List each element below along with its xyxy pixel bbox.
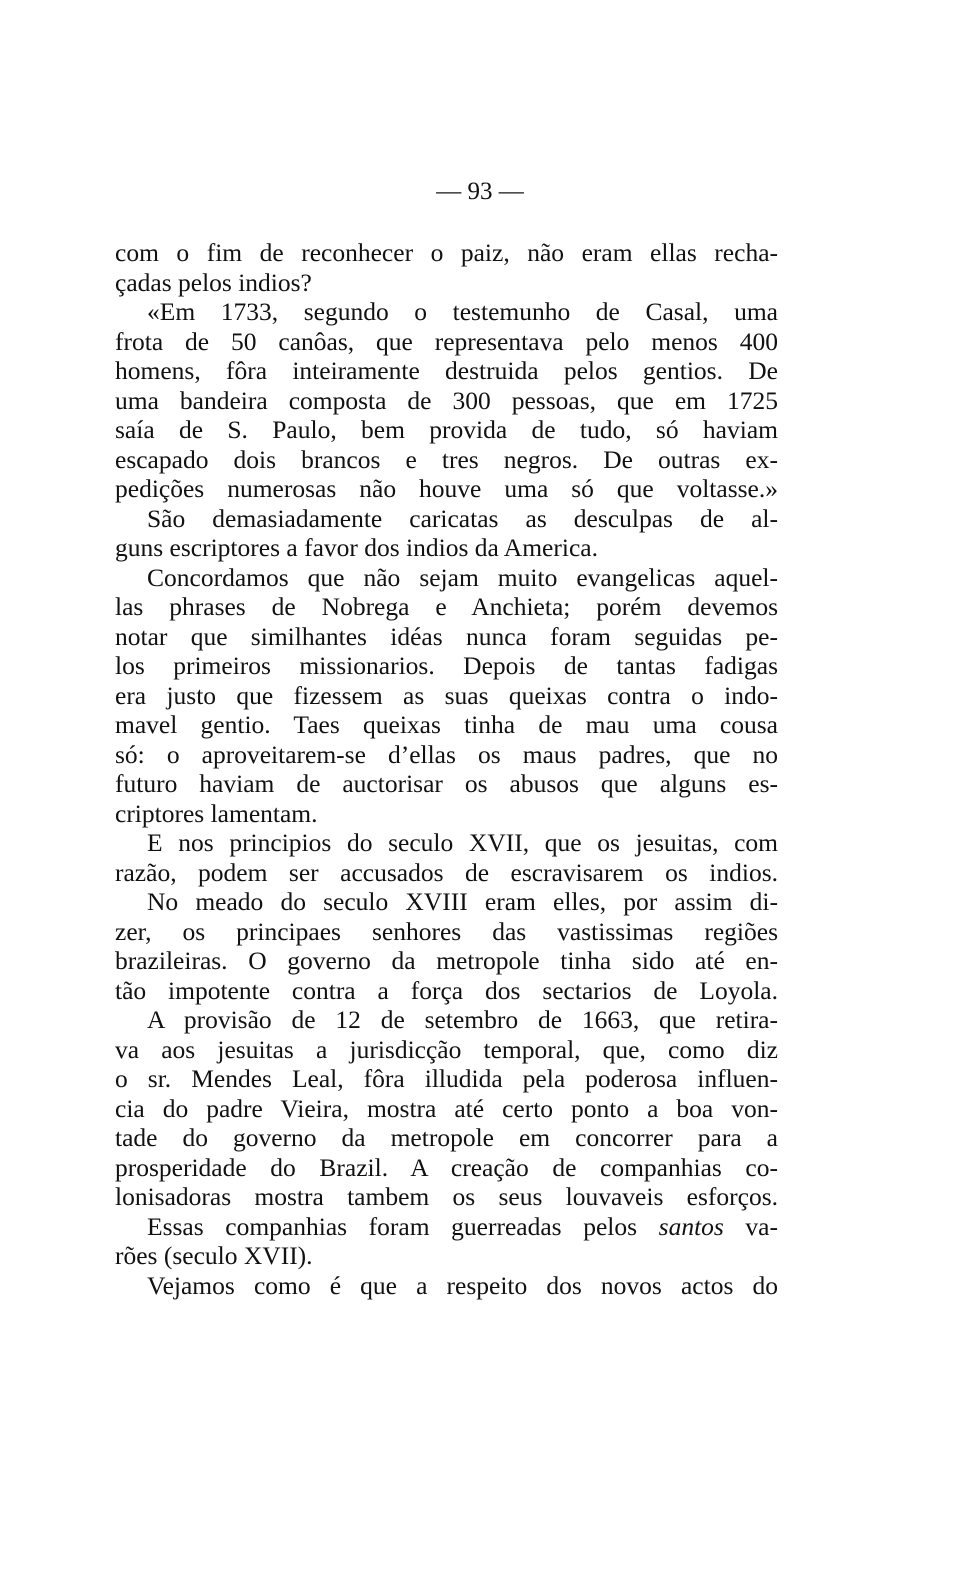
text-line: homens, fôra inteiramente destruida pelos gentios. De — [115, 356, 778, 385]
text-line: tão impotente contra a força dos sectarios de Loyola. — [115, 975, 778, 1005]
text-line: los primeiros missionarios. Depois de tantas fadigas — [115, 651, 778, 680]
text-line: com o fim de reconhecer o paiz, não eram ellas recha- — [115, 238, 778, 267]
text-line: rões (seculo XVII). — [115, 1241, 313, 1270]
text-line — [115, 1212, 778, 1242]
text-line: o sr. Mendes Leal, fôra illudida pela poderosa influen- — [115, 1064, 778, 1093]
text-line: razão, podem ser accusados de escravisarem os indios. — [115, 857, 778, 887]
text-line: zer, os principaes senhores das vastissimas regiões — [115, 916, 778, 946]
text-line: criptores lamentam. — [115, 798, 318, 828]
text-line: A provisão de 12 de setembro de 1663, que retira- — [147, 1005, 778, 1034]
text-line: brazileiras. O governo da metropole tinha sido até en- — [115, 946, 778, 975]
text-line: cia do padre Vieira, mostra até certo ponto a boa von- — [115, 1093, 778, 1123]
text-line: era justo que fizessem as suas queixas contra o indo- — [115, 680, 778, 710]
text-line: va aos jesuitas a jurisdicção temporal, que, como diz — [115, 1034, 778, 1064]
text-line: São demasiadamente caricatas as desculpas de al- — [147, 503, 778, 533]
text-line: escapado dois brancos e tres negros. De outras ex- — [115, 444, 778, 474]
text-line: só: o aproveitarem-se d’ellas os maus padres, que no — [115, 739, 778, 769]
text-line: No meado do seculo XVIII eram elles, por assim di- — [147, 887, 778, 916]
text-line: tade do governo da metropole em concorrer para a — [115, 1123, 778, 1152]
text-line: notar que similhantes idéas nunca foram seguidas pe- — [115, 621, 778, 651]
text-line: pedições numerosas não houve uma só que voltasse.» — [115, 474, 778, 503]
body-text — [115, 238, 778, 1300]
text-line: frota de 50 canôas, que representava pelo menos 400 — [115, 326, 778, 356]
text-line: Vejamos como é que a respeito dos novos actos do — [147, 1270, 778, 1300]
text-segment: Essas companhias foram guerreadas pelos — [147, 1211, 659, 1241]
text-line: futuro haviam de auctorisar os abusos que alguns es- — [115, 769, 778, 798]
text-line: mavel gentio. Taes queixas tinha de mau uma cousa — [115, 710, 778, 739]
text-line: E nos principios do seculo XVII, que os jesuitas, com — [147, 828, 778, 857]
italic-word: santos — [658, 1211, 724, 1241]
text-line: lonisadoras mostra tambem os seus louvaveis esforços. — [115, 1182, 778, 1211]
text-line: çadas pelos indios? — [115, 267, 312, 297]
page-number: — 93 — — [436, 178, 524, 205]
text-line: las phrases de Nobrega e Anchieta; porém devemos — [115, 592, 778, 621]
text-line: guns escriptores a favor dos indios da America. — [115, 533, 598, 562]
text-line: saía de S. Paulo, bem provida de tudo, só haviam — [115, 415, 778, 444]
text-line: «Em 1733, segundo o testemunho de Casal, uma — [147, 297, 778, 326]
text-line: prosperidade do Brazil. A creação de companhias co- — [115, 1152, 778, 1182]
text-line: Concordamos que não sejam muito evangelicas aquel- — [147, 562, 778, 592]
text-segment: va- — [723, 1211, 778, 1241]
text-line: uma bandeira composta de 300 pessoas, que em 1725 — [115, 385, 778, 415]
